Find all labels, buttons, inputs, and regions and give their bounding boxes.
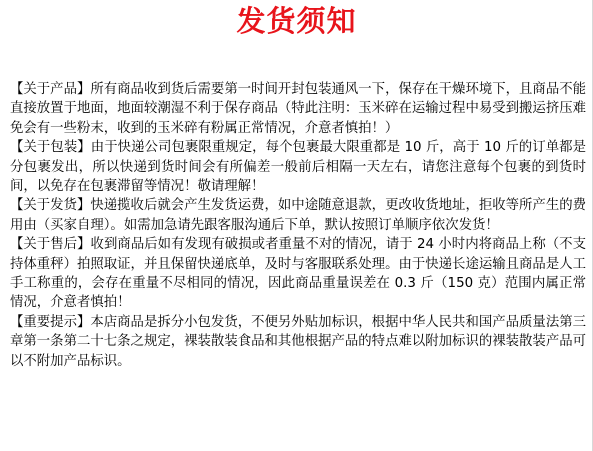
section-important-notice	[10, 313, 586, 371]
section-packaging	[10, 138, 586, 196]
section-text: 本店商品是拆分小包发货，不便另外贴加标识，根据中华人民共和国产品质量法第三章第一条第二十七条之规定，裸装散装食品和其他根据产品的特点难以附加标识的裸装散装产品可以不附加产品标识。	[10, 314, 586, 369]
section-tag: 【关于发货】	[10, 198, 91, 214]
section-text: 快递揽收后就会产生发货运费，如中途随意退款，更改收货地址，拒收等所产生的费用由（买家自理）。如需加急请先跟客服沟通后下单，默认按照订单顺序依次发货！	[10, 198, 586, 233]
notice-body	[10, 80, 586, 371]
section-tag: 【重要提示】	[10, 314, 91, 330]
section-products	[10, 80, 586, 138]
section-tag: 【关于包装】	[10, 140, 91, 156]
section-tag: 【关于售后】	[10, 237, 91, 253]
page-title: 发货须知	[236, 4, 357, 38]
section-after-sales	[10, 235, 586, 313]
section-tag: 【关于产品】	[10, 82, 91, 97]
section-text: 收到商品后如有发现有破损或者重量不对的情况，请于 24 小时内将商品上称（不支持体重秤）拍照取证，并且保留快递底单，及时与客服联系处理。由于快递长途运输且商品是人工手工称重的，会存在重量不尽相同的情况，因此商品重量误差在 0.3 斤（150 克）范围内属正常情况，介意者慎拍！	[10, 237, 586, 311]
section-shipping	[10, 196, 586, 235]
section-text: 由于快递公司包裹限重规定，每个包裹最大限重都是 10 斤，高于 10 斤的订单都是分包裹发出，所以快递到货时间会有所偏差一般前后相隔一天左右，请您注意每个包裹的到货时间，以免存在包裹滞留等情况！敬请理解！	[10, 140, 587, 195]
section-text: 所有商品收到货后需要第一时间开封包装通风一下，保存在干燥环境下，且商品不能直接放置于地面，地面较潮湿不利于保存商品（特此注明：玉米碎在运输过程中易受到搬运挤压难免会有一些粉末，收到的玉米碎有粉属正常情况，介意者慎拍！）	[10, 82, 586, 136]
